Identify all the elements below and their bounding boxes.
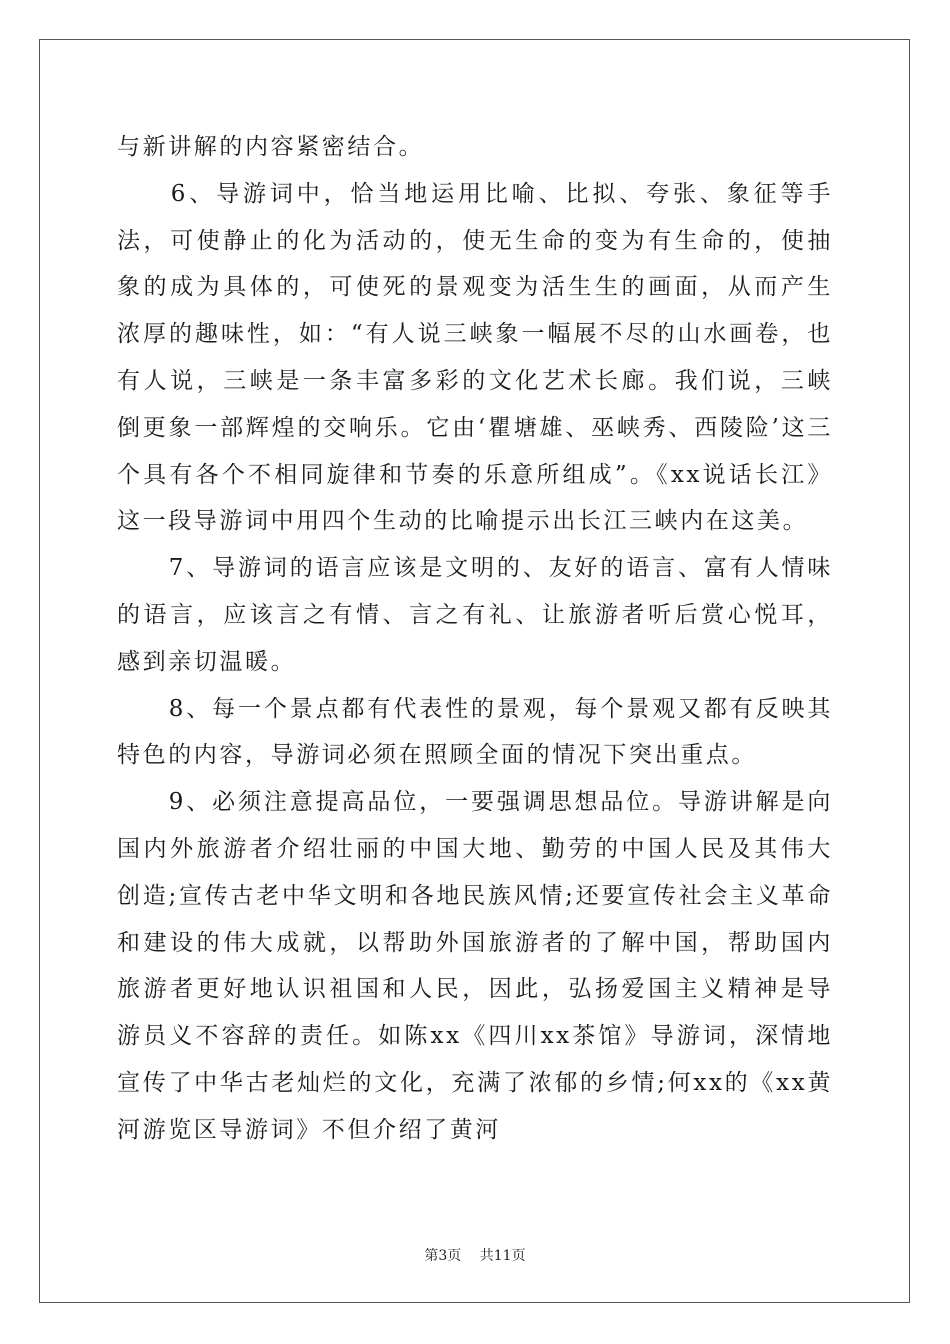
- paragraph-item-7: 7、导游词的语言应该是文明的、友好的语言、富有人情味的语言，应该言之有情、言之有礼、让旅游者听后赏心悦耳，感到亲切温暖。: [117, 555, 833, 675]
- paragraph-item-8: 8、每一个景点都有代表性的景观，每个景观又都有反映其特色的内容，导游词必须在照顾全面的情况下突出重点。: [117, 695, 833, 769]
- paragraph-continuation: 与新讲解的内容紧密结合。: [117, 134, 425, 160]
- document-body: [117, 124, 833, 1154]
- page-total: 共11页: [479, 1248, 526, 1264]
- paragraph-item-6: 6、导游词中，恰当地运用比喻、比拟、夸张、象征等手法，可使静止的化为活动的，使无生命的变为有生命的，使抽象的成为具体的，可使死的景观变为活生生的画面，从而产生浓厚的趣味性，如：“有人说三峡象一幅展不尽的山水画卷，也有人说，三峡是一条丰富多彩的文化艺术长廊。我们说，三峡倒更象一部辉煌的交响乐。它由‘瞿塘雄、巫峡秀、西陵险’这三个具有各个不相同旋律和节奏的乐意所组成”。《xx说话长江》这一段导游词中用四个生动的比喻提示出长江三峡内在这美。: [117, 180, 833, 535]
- page-footer: [0, 1245, 950, 1265]
- paragraph-item-9: 9、必须注意提高品位，一要强调思想品位。导游讲解是向国内外旅游者介绍壮丽的中国大地、勤劳的中国人民及其伟大创造;宣传古老中华文明和各地民族风情;还要宣传社会主义革命和建设的伟大成就，以帮助外国旅游者的了解中国，帮助国内旅游者更好地认识祖国和人民，因此，弘扬爱国主义精神是导游员义不容辞的责任。如陈xx《四川xx茶馆》导游词，深情地宣传了中华古老灿烂的文化，充满了浓郁的乡情;何xx的《xx黄河游览区导游词》不但介绍了黄河: [117, 789, 833, 1143]
- page-number: 第3页: [424, 1248, 462, 1264]
